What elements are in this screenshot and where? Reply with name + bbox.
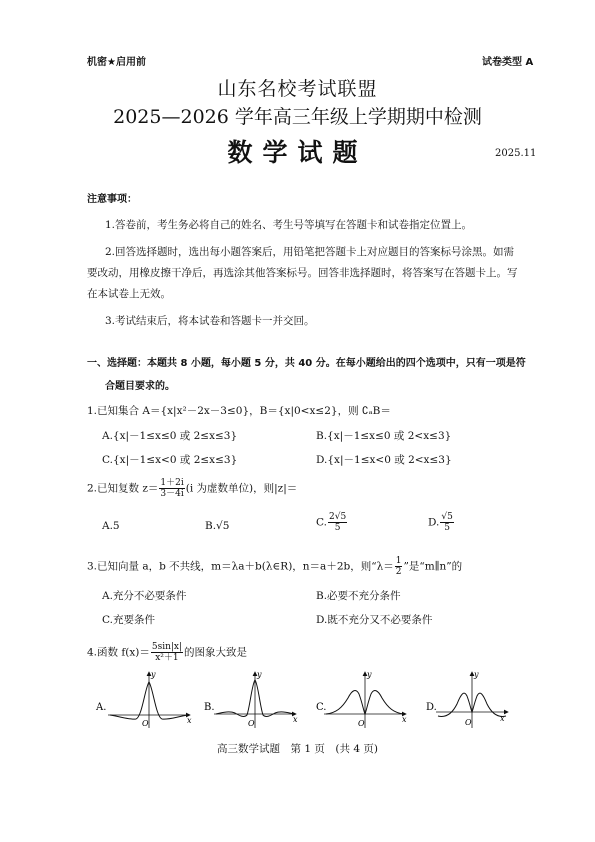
note-item: 要改动，用橡皮擦干净后，再选涂其他答案标号。回答非选择题时，将答案写在答题卡上。写 xyxy=(87,267,518,279)
q2-option-c-fraction xyxy=(328,512,347,533)
q4-graph-d-y-label: y xyxy=(474,670,479,679)
section-heading: 一、选择题：本题共 8 小题，每小题 5 分，共 40 分。在每小题给出的四个选项中，只有一项是符 xyxy=(87,358,526,369)
q4-graph-a-y-label: y xyxy=(151,670,156,679)
q2-option-c-label: C. xyxy=(316,516,327,529)
subject-title: 数学试题 xyxy=(227,138,368,167)
q3-fraction xyxy=(395,556,403,577)
q4-graph-d-origin: O xyxy=(465,718,472,727)
q4-numerator: 5sin|x| xyxy=(151,642,183,652)
page-footer: 高三数学试题 第 1 页 (共 4 页) xyxy=(217,743,378,755)
note-item: 在本试卷上无效。 xyxy=(87,288,171,300)
q2-option-d-label: D. xyxy=(428,516,440,529)
q4-graph-c-y-label: y xyxy=(367,670,372,679)
confidential-label: 机密★启用前 xyxy=(87,57,146,68)
q3-option-a: A.充分不必要条件 xyxy=(102,590,187,602)
q3-denominator: 2 xyxy=(395,567,402,577)
question-3-stem xyxy=(87,556,462,577)
exam-date: 2025.11 xyxy=(495,148,537,159)
q4-option-graphs xyxy=(90,668,510,730)
exam-session-title: 2025—2026 学年高三年级上学期期中检测 xyxy=(113,106,482,128)
exam-type-label: 试卷类型 A xyxy=(482,57,534,68)
note-item: 2.回答选择题时，选出每小题答案后，用铅笔把答题卡上对应题目的答案标号涂黑。如需 xyxy=(105,246,515,258)
q1-option-a: A.{x|－1≤x≤0 或 2≤x≤3} xyxy=(102,430,238,442)
q4-graph-a-label: A. xyxy=(96,702,107,713)
q1-option-c: C.{x|－1≤x<0 或 2≤x≤3} xyxy=(102,454,238,466)
q2-option-d-num: √5 xyxy=(441,512,453,522)
q2-option-a: A.5 xyxy=(102,520,120,532)
q2-option-d xyxy=(428,512,455,533)
q3-option-b: B.必要不充分条件 xyxy=(316,590,401,602)
q4-graph-b-label: B. xyxy=(204,702,215,713)
q4-graph-b xyxy=(204,670,298,728)
q2-option-c xyxy=(316,512,348,533)
question-1-stem: 1.已知集合 A＝{x|x²－2x－3≤0}，B＝{x|0<x≤2}，则 ∁ₐB＝ xyxy=(87,405,391,417)
q4-graph-d-x-label: x xyxy=(500,714,505,723)
q4-graph-b-y-label: y xyxy=(257,670,262,679)
q4-graph-d-label: D. xyxy=(426,702,437,713)
q3-option-c: C.充要条件 xyxy=(102,614,155,626)
note-item: 3.考试结束后，将本试卷和答题卡一并交回。 xyxy=(105,315,315,327)
q3-stem-start: 3.已知向量 a，b 不共线，m＝λa＋b(λ∈R)，n＝a＋2b，则“λ＝ xyxy=(87,560,394,573)
q4-graph-b-x-label: x xyxy=(293,715,298,724)
q4-graph-c-label: C. xyxy=(316,702,327,713)
q4-graph-a-origin: O xyxy=(142,719,149,728)
question-4-stem xyxy=(87,642,247,663)
q4-graph-a-x-label: x xyxy=(187,716,192,725)
q4-denominator: x²＋1 xyxy=(155,653,179,663)
q4-graph-b-origin: O xyxy=(248,719,255,728)
q3-stem-end: ”是“m∥n”的 xyxy=(403,560,463,573)
q1-option-b: B.{x|－1≤x≤0 或 2<x≤3} xyxy=(316,430,452,442)
exam-alliance-title: 山东名校考试联盟 xyxy=(217,78,378,100)
q4-graph-a xyxy=(95,670,192,728)
question-2-stem xyxy=(87,478,297,499)
q2-option-d-den: 5 xyxy=(444,523,450,533)
q4-graph-c-origin: O xyxy=(358,719,365,728)
q2-denominator: 3－4i xyxy=(160,489,184,499)
q2-option-b: B.√5 xyxy=(205,520,230,532)
q2-stem-end: (i 为虚数单位)，则|z|＝ xyxy=(185,482,298,495)
notes-heading: 注意事项： xyxy=(87,194,137,205)
q2-option-c-den: 5 xyxy=(334,523,341,533)
q4-stem-end: 的图象大致是 xyxy=(184,646,248,659)
q2-option-c-num: 2√5 xyxy=(329,512,347,522)
q4-graph-c xyxy=(316,670,407,728)
q2-fraction xyxy=(159,478,184,499)
note-item: 1.答卷前，考生务必将自己的姓名、考生号等填写在答题卡和试卷指定位置上。 xyxy=(105,219,473,231)
q4-graph-d xyxy=(426,670,508,728)
q1-option-d: D.{x|－1≤x<0 或 2<x≤3} xyxy=(316,454,452,466)
q3-option-d: D.既不充分又不必要条件 xyxy=(316,614,433,626)
q2-option-d-fraction xyxy=(440,512,453,533)
q3-numerator: 1 xyxy=(395,556,402,566)
q4-fraction xyxy=(151,642,183,663)
q4-graph-c-x-label: x xyxy=(402,715,407,724)
section-heading-cont: 合题目要求的。 xyxy=(105,381,175,392)
q2-stem-start: 2.已知复数 z＝ xyxy=(87,482,159,495)
q4-stem-start: 4.函数 f(x)＝ xyxy=(87,646,150,659)
q2-numerator: 1＋2i xyxy=(160,478,184,488)
